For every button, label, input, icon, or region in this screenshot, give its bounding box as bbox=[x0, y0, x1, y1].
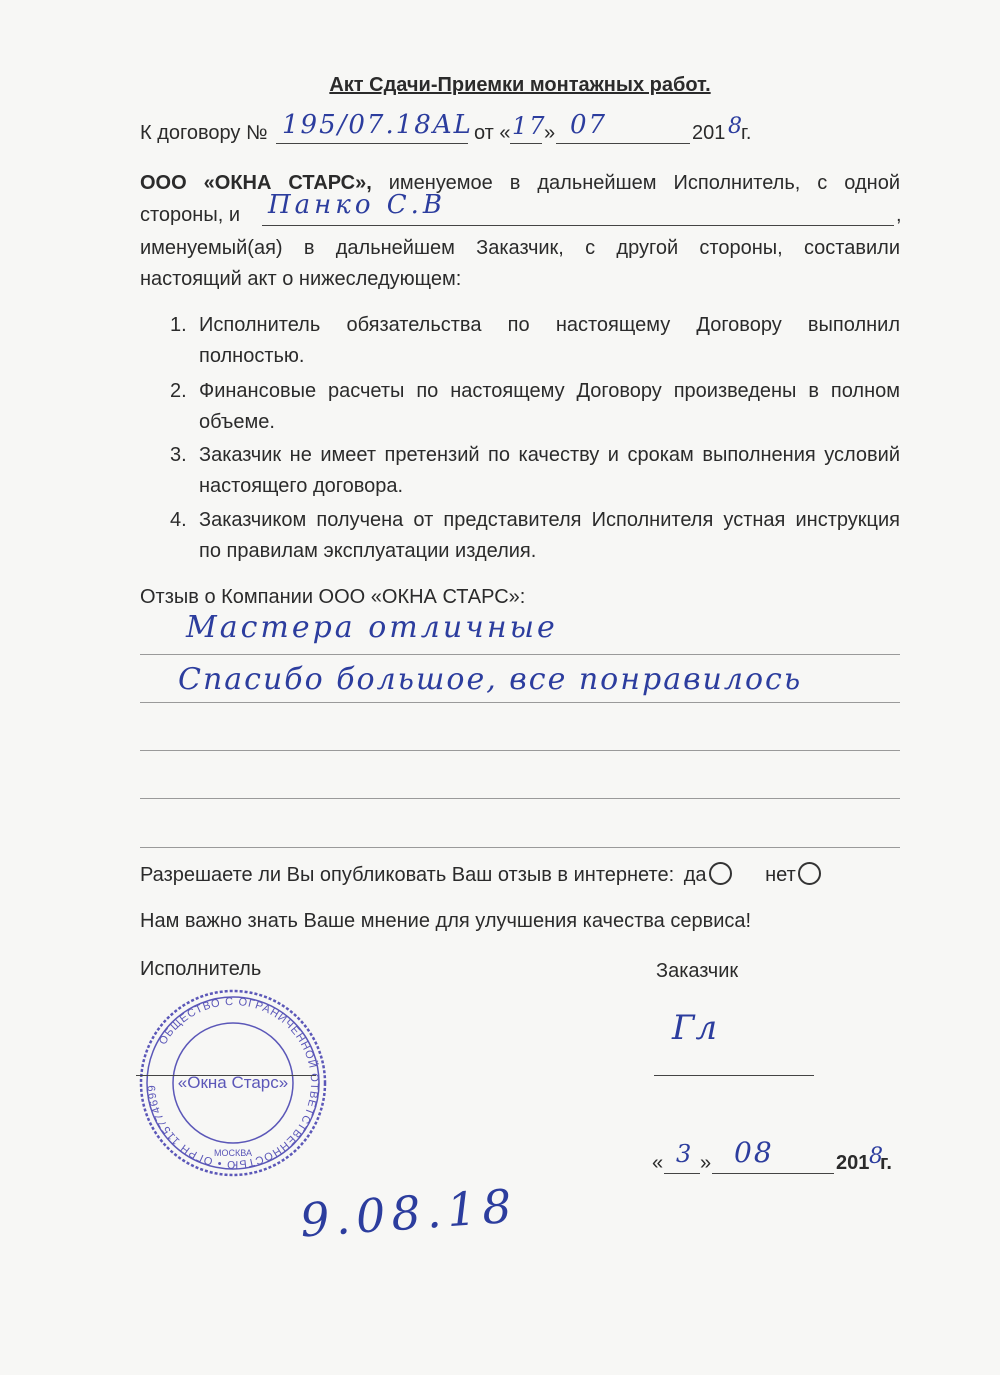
stamp-city-text: МОСКВА bbox=[214, 1148, 252, 1158]
list-item-line: объеме. bbox=[199, 411, 275, 433]
bottom-date-day-line bbox=[664, 1173, 700, 1174]
executor-label: Исполнитель bbox=[140, 958, 262, 980]
intro-line-1-text: именуемое в дальнейшем Исполнитель, с одной bbox=[388, 172, 900, 194]
list-item-line: по правилам эксплуатации изделия. bbox=[199, 540, 537, 562]
list-item-line: Исполнитель обязательства по настоящему Договору выполнил bbox=[199, 314, 900, 336]
publish-no-label: нет bbox=[765, 864, 796, 886]
contract-day: 17 bbox=[512, 112, 547, 140]
list-item-number: 4. bbox=[170, 509, 187, 531]
bottom-date-month-line bbox=[712, 1173, 834, 1174]
contract-year-suffix: г. bbox=[741, 122, 752, 144]
feedback-label: Отзыв о Компании ООО «ОКНА СТАРС»: bbox=[140, 586, 526, 608]
list-item-line: Заказчик не имеет претензий по качеству и срокам выполнения условий bbox=[199, 444, 900, 466]
list-item-line: полностью. bbox=[199, 345, 305, 367]
handwritten-date: 9.08.18 bbox=[298, 1178, 520, 1248]
contract-number-line bbox=[276, 143, 468, 144]
intro-line-3: именуемый(ая) в дальнейшем Заказчик, с другой стороны, составили bbox=[140, 237, 900, 259]
customer-name: Панко С.В bbox=[268, 190, 447, 220]
publish-question-text: Разрешаете ли Вы опубликовать Ваш отзыв в интернете: bbox=[140, 864, 675, 886]
customer-signature: Гл bbox=[672, 1008, 719, 1048]
publish-yes-radio[interactable] bbox=[709, 862, 732, 885]
feedback-line bbox=[140, 798, 900, 799]
customer-signature-line bbox=[654, 1075, 814, 1076]
contract-prefix: К договору № bbox=[140, 122, 268, 144]
contract-month: 07 bbox=[570, 110, 608, 140]
executor-signature-line bbox=[136, 1075, 316, 1076]
feedback-line bbox=[140, 654, 900, 655]
feedback-line bbox=[140, 847, 900, 848]
publish-yes-label: да bbox=[683, 864, 707, 886]
intro-line-1 bbox=[140, 172, 900, 194]
contract-quote-close: » bbox=[544, 122, 556, 144]
stamp-ring-text: ОБЩЕСТВО С ОГРАНИЧЕННОЙ ОТВЕТСТВЕННОСТЬЮ • ОГРН 115774699 bbox=[145, 995, 321, 1171]
customer-name-line bbox=[262, 225, 894, 226]
list-item-number: 2. bbox=[170, 380, 187, 402]
company-name: ООО «ОКНА СТАРС», bbox=[140, 172, 372, 194]
contract-number: 195/07.18AL bbox=[282, 110, 473, 140]
service-note: Нам важно знать Ваше мнение для улучшения качества сервиса! bbox=[140, 910, 752, 932]
customer-label: Заказчик bbox=[656, 960, 739, 982]
company-stamp bbox=[138, 988, 328, 1178]
document-title: Акт Сдачи-Приемки монтажных работ. bbox=[329, 74, 711, 96]
bottom-date-year-hand: 8 bbox=[869, 1144, 883, 1169]
stamp-center-text: «Окна Старс» bbox=[177, 1073, 289, 1092]
feedback-line bbox=[140, 702, 900, 703]
publish-no-radio[interactable] bbox=[798, 862, 821, 885]
list-item-number: 3. bbox=[170, 444, 187, 466]
list-item-line: настоящего договора. bbox=[199, 475, 404, 497]
contract-year-hand: 8 bbox=[728, 114, 742, 139]
contract-day-line bbox=[510, 143, 542, 144]
publish-question bbox=[140, 862, 821, 886]
list-item-line: Финансовые расчеты по настоящему Договору произведены в полном bbox=[199, 380, 900, 402]
list-item-line: Заказчиком получена от представителя Исполнителя устная инструкция bbox=[199, 509, 900, 531]
bottom-date-month: 08 bbox=[734, 1136, 774, 1169]
contract-year-prefix: 201 bbox=[692, 122, 726, 144]
feedback-text-line-1: Мастера отличные bbox=[186, 610, 558, 645]
intro-line-2-end: , bbox=[896, 204, 902, 226]
contract-date-label: от « bbox=[474, 122, 511, 144]
intro-line-2-prefix: стороны, и bbox=[140, 204, 241, 226]
intro-line-4: настоящий акт о нижеследующем: bbox=[140, 268, 462, 290]
bottom-date-close: » bbox=[700, 1152, 712, 1174]
bottom-date-day: 3 bbox=[676, 1140, 694, 1168]
feedback-line bbox=[140, 750, 900, 751]
bottom-date-year-suffix: г. bbox=[880, 1152, 892, 1174]
bottom-date-year-prefix: 201 bbox=[836, 1152, 870, 1174]
list-item-number: 1. bbox=[170, 314, 187, 336]
contract-month-line bbox=[556, 143, 690, 144]
feedback-text-line-2: Спасибо большое, все понравилось bbox=[178, 662, 803, 697]
bottom-date-open: « bbox=[652, 1152, 664, 1174]
